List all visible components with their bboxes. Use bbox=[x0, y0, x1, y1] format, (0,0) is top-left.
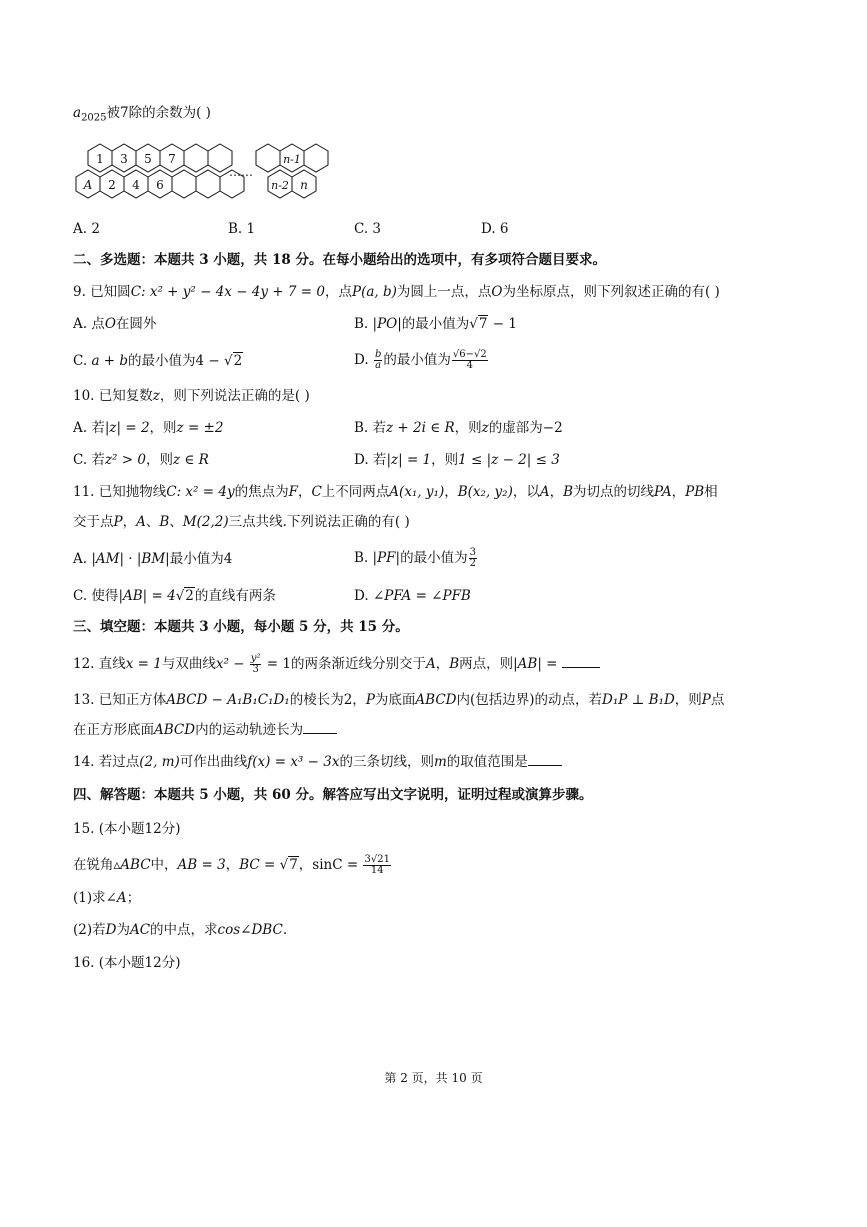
q11-l2-A: A bbox=[136, 514, 146, 530]
q14-answer-blank[interactable] bbox=[528, 753, 562, 766]
q10-stem bbox=[73, 387, 310, 405]
q11-l1-A: A bbox=[539, 484, 550, 500]
q11-l2-M: M(2,2) bbox=[182, 514, 229, 530]
q13-stem-line2 bbox=[73, 721, 337, 739]
q11-l1-b: 的焦点为 bbox=[234, 484, 289, 500]
q12-answer-blank[interactable] bbox=[562, 655, 600, 668]
q9-stem-eq: C: x² + y² − 4x − 4y + 7 = 0 bbox=[130, 284, 325, 300]
q13-stem-line1 bbox=[73, 691, 724, 709]
q9-optc-b: 的最小值为 bbox=[128, 353, 196, 369]
q13-l1-base: ABCD bbox=[415, 692, 457, 708]
hex-bottom-right-1: n bbox=[300, 178, 308, 192]
q10-optb-b: ，则 bbox=[454, 420, 482, 436]
q11-stem-line2 bbox=[73, 513, 410, 531]
q15-title: 15. (本小题12分) bbox=[73, 821, 181, 837]
q11-option-a bbox=[73, 550, 232, 568]
q10-optb-z: z bbox=[481, 420, 489, 436]
q11-l1-a: 11. 已知抛物线 bbox=[73, 484, 167, 500]
q11-l2-B: B bbox=[159, 514, 170, 530]
q14-g: 的取值范围是 bbox=[446, 754, 528, 770]
q15-part2 bbox=[73, 921, 287, 939]
q15-part1 bbox=[73, 889, 140, 907]
q11-stem-line1 bbox=[73, 483, 718, 501]
q15-p1-b: ∠A bbox=[105, 890, 127, 906]
q13-l1-e: ，则 bbox=[674, 692, 702, 708]
q10-optd-b: ，则 bbox=[431, 452, 459, 468]
q11-l1-B: B bbox=[563, 484, 574, 500]
q8-stem-rest: 被7除的余数为( ) bbox=[106, 105, 211, 121]
q14-f: m bbox=[433, 754, 447, 770]
q10-stem-b: ，则下列说法正确的是( ) bbox=[159, 388, 310, 404]
q9-optc-c: 4 − bbox=[195, 353, 225, 369]
q13-l2-a: 在正方形底面 bbox=[73, 722, 154, 738]
hex-top-right: n-1 bbox=[283, 153, 301, 166]
q10-opta-b: ，则 bbox=[149, 420, 177, 436]
q9-optd-num: b bbox=[374, 349, 382, 360]
q10-optc-c: z² > 0 bbox=[104, 452, 146, 468]
q13-l1-b: 的棱长为2， bbox=[289, 692, 366, 708]
q10-optd-d: 1 ≤ |z − 2| ≤ 3 bbox=[458, 452, 560, 468]
q14-c: 可作出曲线 bbox=[179, 754, 248, 770]
q10-optb-c: z + 2i ∈ R bbox=[386, 420, 455, 436]
q15-p2-cos: cos∠DBC bbox=[217, 922, 283, 938]
q8-stem-sub: 2025 bbox=[81, 112, 107, 124]
q11-l2-e: 三点共线.下列说法正确的有( ) bbox=[228, 514, 410, 530]
q9-number: 9. bbox=[73, 284, 86, 300]
hex-top-0: 1 bbox=[96, 152, 104, 166]
q11-l1-e: ， bbox=[444, 484, 458, 500]
hex-top-1: 3 bbox=[120, 152, 128, 166]
q10-opta-a: A. 若 bbox=[73, 420, 105, 436]
q13-l1-f: 点 bbox=[710, 692, 725, 708]
q15-stem-d: ， bbox=[298, 857, 313, 873]
q15-stem-sin: sinC = bbox=[312, 857, 363, 873]
q10-optd-c: |z| = 1 bbox=[386, 452, 432, 468]
q15-stem-b: 中， bbox=[150, 857, 178, 873]
q11-option-d bbox=[354, 587, 471, 605]
q12-d: x² − bbox=[215, 656, 249, 672]
hexagon-figure bbox=[73, 138, 343, 202]
q11-l1-d: 上不同两点 bbox=[321, 484, 390, 500]
q10-stem-a: 10. 已知复数 bbox=[73, 388, 153, 404]
q16-title: 16. (本小题12分) bbox=[73, 955, 181, 971]
q14-b: (2, m) bbox=[139, 754, 180, 770]
q12-b: x = 1 bbox=[125, 656, 162, 672]
q11-opta-a: A. bbox=[73, 551, 92, 567]
q9-stem-b: ，点 bbox=[325, 284, 352, 300]
q11-optc-b: 的直线有两条 bbox=[194, 588, 276, 604]
hex-bottom-3: 6 bbox=[156, 178, 164, 192]
q9-stem bbox=[73, 283, 720, 301]
q9-option-a bbox=[73, 315, 156, 333]
q8-option-b: B. 1 bbox=[228, 221, 256, 237]
q13-l2-base: ABCD bbox=[154, 722, 196, 738]
q13-l1-d: 内(包括边界)的动点，若 bbox=[456, 692, 603, 708]
q13-l1-cube: ABCD − A₁B₁C₁D₁ bbox=[166, 692, 290, 708]
q15-p1-c: ； bbox=[126, 890, 141, 906]
q11-l2-a: 交于点 bbox=[73, 514, 114, 530]
q11-l2-c: 、 bbox=[145, 514, 160, 530]
q9-stem-a: 已知圆 bbox=[90, 284, 131, 300]
q10-optd-a: D. 若 bbox=[354, 452, 387, 468]
q15-p2-c: 的中点，求 bbox=[150, 922, 218, 938]
q10-stem-z: z bbox=[152, 388, 160, 404]
q14-e: 的三条切线，则 bbox=[339, 754, 434, 770]
q11-optc-a: C. 使得 bbox=[73, 588, 119, 604]
q12-k: |AB| = bbox=[513, 656, 558, 672]
hex-top-3: 7 bbox=[168, 152, 176, 166]
section2-heading: 二、多选题：本题共 3 小题，共 18 分。在每小题给出的选项中，有多项符合题目要求。 bbox=[73, 252, 606, 268]
q11-l1-c2: C bbox=[311, 484, 322, 500]
q11-optb-den: 2 bbox=[469, 558, 476, 569]
q8-stem bbox=[73, 104, 211, 128]
q8-option-d: D. 6 bbox=[481, 221, 509, 237]
q13-l1-P2: P bbox=[701, 692, 711, 708]
q15-p2-b: 为 bbox=[116, 922, 130, 938]
q11-l1-g: ， bbox=[549, 484, 564, 500]
q10-optb-a: B. 若 bbox=[354, 420, 387, 436]
q11-l1-pa: A(x₁, y₁) bbox=[389, 484, 445, 500]
q15-stem: 在锐角▵ABC中，AB = 3，BC = √7，sinC = $\frac{3√21}{14}$ bbox=[73, 854, 390, 876]
q10-opta-d: z = ±2 bbox=[176, 420, 224, 436]
q15-stem-num: 3√21 bbox=[364, 854, 390, 865]
q9-optd-den: a bbox=[375, 360, 382, 371]
q9-option-c: C. a + b的最小值为4 − √2 bbox=[73, 353, 243, 369]
q11-l2-b: ， bbox=[122, 514, 137, 530]
q9-stem-o: O bbox=[491, 284, 503, 300]
q11-l1-h: 为切点的切线 bbox=[573, 484, 655, 500]
page-footer: 第 2 页，共 10 页 bbox=[384, 1071, 483, 1085]
q12-j: 两点，则 bbox=[459, 656, 514, 672]
q9-optd-fnum: √6−√2 bbox=[452, 349, 487, 360]
q11-l1-j: 相 bbox=[704, 484, 718, 500]
q14-stem bbox=[73, 753, 562, 771]
q15-p2-e: . bbox=[282, 922, 288, 938]
q9-opta-b: 在圆外 bbox=[115, 316, 157, 332]
q12-e: = 1 bbox=[262, 656, 291, 672]
q12-den: 3 bbox=[252, 664, 259, 675]
hex-dots: …… bbox=[229, 165, 253, 179]
q10-option-b bbox=[354, 419, 563, 437]
q11-l1-f: F bbox=[288, 484, 298, 500]
q12-c: 与双曲线 bbox=[161, 656, 216, 672]
q9-optb-expr: |PO| bbox=[372, 316, 402, 332]
q13-answer-blank[interactable] bbox=[303, 721, 337, 734]
q10-optb-d: 的虚部为−2 bbox=[488, 420, 563, 436]
q13-l1-c: 为底面 bbox=[374, 692, 416, 708]
q11-option-c: C. 使得|AB| = 4√2的直线有两条 bbox=[73, 588, 276, 604]
q13-l1-a: 13. 已知正方体 bbox=[73, 692, 167, 708]
q11-l2-d: 、 bbox=[169, 514, 183, 530]
q9-optd-b: 的最小值为 bbox=[383, 352, 451, 368]
q8-option-c: C. 3 bbox=[354, 221, 382, 237]
q11-l1-i: ， bbox=[671, 484, 686, 500]
q13-l1-P: P bbox=[365, 692, 375, 708]
q9-optd-fden: 4 bbox=[466, 360, 473, 371]
q11-optd-c: ∠PFA = ∠PFB bbox=[372, 588, 471, 604]
q11-l1-f2: ，以 bbox=[512, 484, 540, 500]
q11-option-b bbox=[354, 548, 478, 569]
q12-f: 的两条渐近线分别交于 bbox=[290, 656, 426, 672]
q11-opta-b: 最小值为4 bbox=[169, 551, 233, 567]
q13-l2-b: 内的运动轨迹长为 bbox=[195, 722, 304, 738]
q10-option-a bbox=[73, 419, 223, 437]
q9-optc-rad: 2 bbox=[233, 353, 243, 369]
q15-stem-tri: ▵ABC bbox=[113, 857, 151, 873]
q11-optb-c: |PF| bbox=[372, 550, 401, 566]
q10-opta-c: |z| = 2 bbox=[104, 420, 150, 436]
q9-option-b: B. |PO|的最小值为√7 − 1 bbox=[354, 316, 517, 332]
q11-l1-PA: PA bbox=[654, 484, 672, 500]
q15-p2-ac: AC bbox=[129, 922, 151, 938]
q9-opta-a: A. 点 bbox=[73, 316, 105, 332]
q10-option-d bbox=[354, 451, 560, 469]
q15-p1-a: (1)求 bbox=[73, 890, 106, 906]
q9-optb-a: B. bbox=[354, 316, 373, 332]
q14-a: 14. 若过点 bbox=[73, 754, 140, 770]
q11-l2-P: P bbox=[113, 514, 123, 530]
q12-num: y² bbox=[250, 653, 261, 664]
q12-h: ， bbox=[435, 656, 450, 672]
q10-optc-d: z ∈ R bbox=[172, 452, 209, 468]
q11-l1-c: ， bbox=[297, 484, 312, 500]
q15-p2-d: D bbox=[105, 922, 117, 938]
q9-optb-b: 的最小值为 bbox=[401, 316, 470, 332]
q11-l1-PB: PB bbox=[685, 484, 705, 500]
hex-bottom-1: 2 bbox=[108, 178, 116, 192]
q15-stem-rad: 7 bbox=[289, 857, 298, 873]
hex-bottom-right-0: n-2 bbox=[271, 179, 289, 192]
q12-g: A bbox=[425, 656, 436, 672]
q11-optc-c: |AB| = 4 bbox=[118, 588, 176, 604]
q14-d: f(x) = x³ − 3x bbox=[247, 754, 340, 770]
q11-optb-a: B. bbox=[354, 550, 373, 566]
q15-stem-c: ， bbox=[225, 857, 240, 873]
q10-optc-b: ，则 bbox=[145, 452, 173, 468]
q15-p2-a: (2)若 bbox=[73, 922, 106, 938]
section4-heading: 四、解答题：本题共 5 小题，共 60 分。解答应写出文字说明，证明过程或演算步骤。 bbox=[73, 787, 593, 803]
q11-opta-c: |AM| · |BM| bbox=[91, 551, 170, 567]
q15-stem-bc: BC = bbox=[239, 857, 280, 873]
q9-optc-expr: a + b bbox=[91, 353, 129, 369]
q9-option-d bbox=[354, 350, 489, 371]
q9-stem-d: 为坐标原点，则下列叙述正确的有( ) bbox=[502, 284, 720, 300]
q12-stem bbox=[73, 654, 600, 675]
hex-bottom-2: 4 bbox=[132, 178, 140, 192]
q15-stem-a: 在锐角 bbox=[73, 857, 114, 873]
q9-opta-o: O bbox=[104, 316, 116, 332]
q11-optd-a: D. bbox=[354, 588, 373, 604]
q8-stem-var: a bbox=[73, 105, 82, 121]
q10-option-c bbox=[73, 451, 209, 469]
q15-stem-ab: AB = 3 bbox=[177, 857, 226, 873]
q11-optb-num: 3 bbox=[469, 547, 476, 558]
q15-stem-den: 14 bbox=[370, 865, 384, 876]
q9-stem-c: 为圆上一点，点 bbox=[396, 284, 492, 300]
q11-l1-eq: C: x² = 4y bbox=[166, 484, 235, 500]
q11-optb-b: 的最小值为 bbox=[400, 550, 468, 566]
q9-optd-a: D. bbox=[354, 352, 373, 368]
q9-stem-p: P(a, b) bbox=[352, 284, 397, 300]
q12-i: B bbox=[449, 656, 460, 672]
q9-optb-c: − 1 bbox=[488, 316, 517, 332]
q10-optc-a: C. 若 bbox=[73, 452, 105, 468]
q9-optb-rad: 7 bbox=[478, 316, 488, 332]
q13-l1-cond: D₁P ⊥ B₁D bbox=[602, 692, 675, 708]
q9-optc-a: C. bbox=[73, 353, 92, 369]
hex-top-2: 5 bbox=[144, 152, 152, 166]
q12-a: 12. 直线 bbox=[73, 656, 126, 672]
q8-option-a: A. 2 bbox=[73, 221, 100, 237]
q11-optc-rad: 2 bbox=[185, 588, 194, 604]
section3-heading: 三、填空题：本题共 3 小题，每小题 5 分，共 15 分。 bbox=[73, 619, 409, 635]
hex-bottom-0: A bbox=[83, 178, 93, 192]
q11-l1-pb: B(x₂, y₂) bbox=[457, 484, 513, 500]
